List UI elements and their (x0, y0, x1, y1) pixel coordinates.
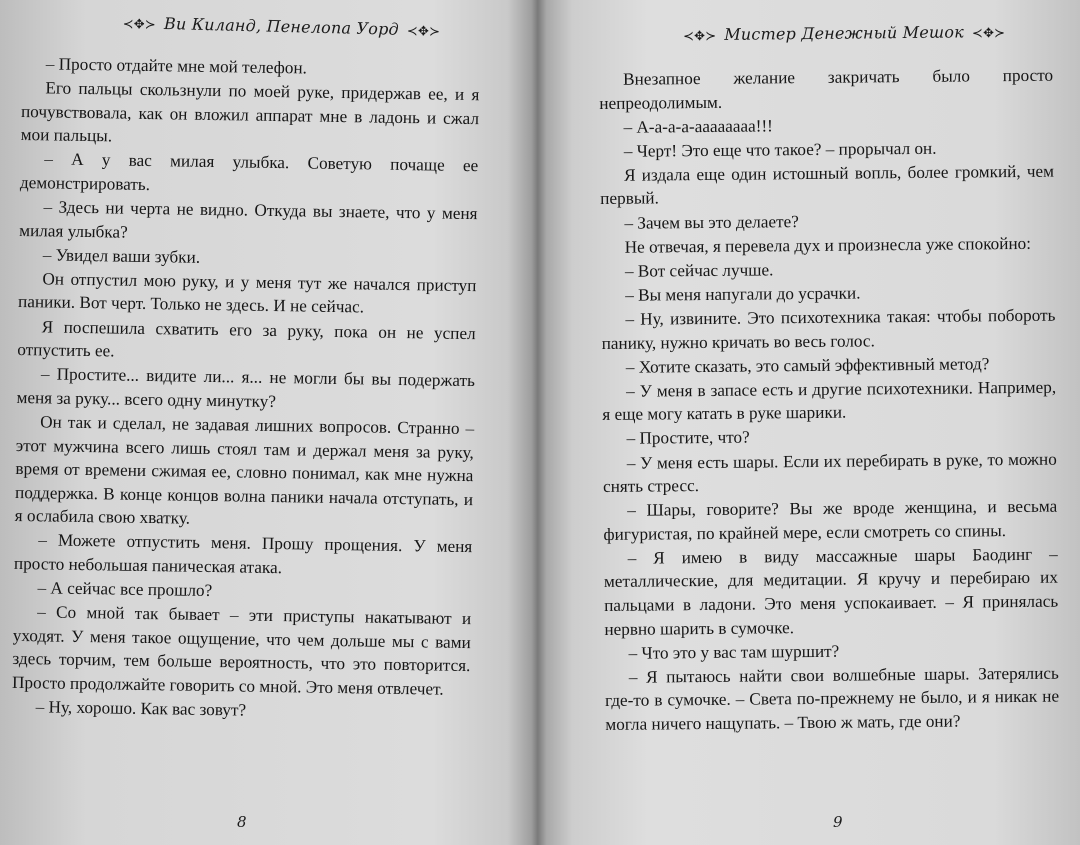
paragraph: – Простите... видите ли... я... не могли бы вы подержать меня за руку... всего одну минутку? (16, 364, 476, 411)
paragraph: – А у вас милая улыбка. Советую почаще ее демонстрировать. (19, 149, 479, 194)
left-page-number: 8 (237, 813, 247, 831)
paragraph: – Можете отпустить меня. Прошу прощения. У меня просто небольшая паническая атака. (13, 530, 473, 578)
left-running-head (0, 10, 525, 42)
paragraph: Не отвечая, я перевела дух и произнесла уже спокойно: (624, 233, 1032, 257)
paragraph: – Ну, хорошо. Как вас зовут? (35, 697, 247, 720)
paragraph: Он так и сделал, не задавая лишних вопросов. Странно – этот мужчина всего лишь стоял там и держал меня за руку, время от времени сжимая ее, словно понимал, как мне нужна поддержка. В конце концов волна паники начала отступать, и я ослабила свою хватку. (14, 412, 475, 528)
paragraph: – Со мной так бывает – эти приступы накатывают и уходят. У меня такое ощущение, что чем дольше мы с вами здесь торчим, тем больше вероятность, что это повторится. Просто продолжайте говорить со мной. Это меня отвлечет. (11, 602, 472, 699)
ornament-icon: ≺✥≻ (682, 29, 717, 45)
paragraph: Его пальцы скользнули по моей руке, придержав ее, и я почувствовала, как он вложил аппарат мне в ладонь и сжал мои пальцы. (20, 78, 480, 146)
paragraph: Я издала еще один истошный вопль, более громкий, чем первый. (600, 161, 1055, 209)
paragraph: – Я имею в виду массажные шары Баодинг – металлические, для медитации. Я кручу и перебираю их пальцами в ладони. Это меня успокаивает. – Я принялась нервно шарить в сумочке. (603, 544, 1059, 639)
paragraph: – У меня есть шары. Если их перебирать в руке, то можно снять стресс. (602, 449, 1057, 497)
paragraph: – Зачем вы это делаете? (624, 211, 799, 233)
paragraph: – Простите, что? (626, 427, 750, 449)
paragraph: – Здесь ни черта не видно. Откуда вы знаете, что у меня милая улыбка? (19, 197, 478, 242)
ornament-icon: ≺✥≻ (406, 23, 441, 40)
left-running-head-text: Ви Киланд, Пенелопа Уорд (163, 14, 400, 39)
paragraph: – Вы меня напугали до усрачки. (625, 283, 861, 305)
paragraph: – Вот сейчас лучше. (624, 260, 774, 281)
paragraph: – Просто отдайте мне мой телефон. (45, 54, 308, 78)
right-page-number: 9 (833, 813, 843, 831)
paragraph: – Ну, извините. Это психотехника такая: чтобы побороть панику, нужно кричать во весь голос. (601, 305, 1056, 353)
right-running-head-text: Мистер Денежный Мешок (724, 22, 965, 44)
right-running-head (545, 21, 1080, 46)
paragraph: – А сейчас все прошло? (37, 578, 213, 601)
left-body-text (12, 52, 480, 726)
ornament-icon: ≺✥≻ (122, 17, 157, 33)
paragraph: – Хотите сказать, это самый эффективный метод? (625, 353, 990, 377)
right-body-text (599, 64, 1059, 737)
paragraph: – Что это у вас там шуршит? (628, 641, 840, 663)
paragraph: Внезапное желание закричать было просто непреодолимым. (599, 65, 1054, 113)
left-page (0, 0, 525, 845)
paragraph: Он отпустил мою руку, и у меня тут же начался приступ паники. Вот черт. Только не здесь. И не сейчас. (17, 269, 477, 317)
paragraph: – Увидел ваши зубки. (42, 245, 201, 267)
ornament-icon: ≺✥≻ (971, 25, 1006, 42)
paragraph: – У меня в запасе есть и другие психотехники. Например, я еще могу катать в руке шарики. (602, 377, 1057, 425)
paragraph: – Шары, говорите? Вы же вроде женщина, и весьма фигуристая, по крайней мере, если смотреть со спины. (603, 496, 1058, 544)
paragraph: Я поспешила схватить его за руку, пока он не успел отпустить ее. (17, 316, 476, 361)
right-page (545, 0, 1080, 845)
paragraph: – Я пытаюсь найти свои волшебные шары. Затерялись где-то в сумочке. – Света по-прежнему не было, и я никак не могла ничего нащупать. – Твою ж мать, где они? (604, 663, 1060, 735)
paragraph: – А-а-а-а-аааааааа!!! (623, 116, 773, 137)
paragraph: – Черт! Это еще что такое? – прорычал он. (623, 138, 937, 161)
